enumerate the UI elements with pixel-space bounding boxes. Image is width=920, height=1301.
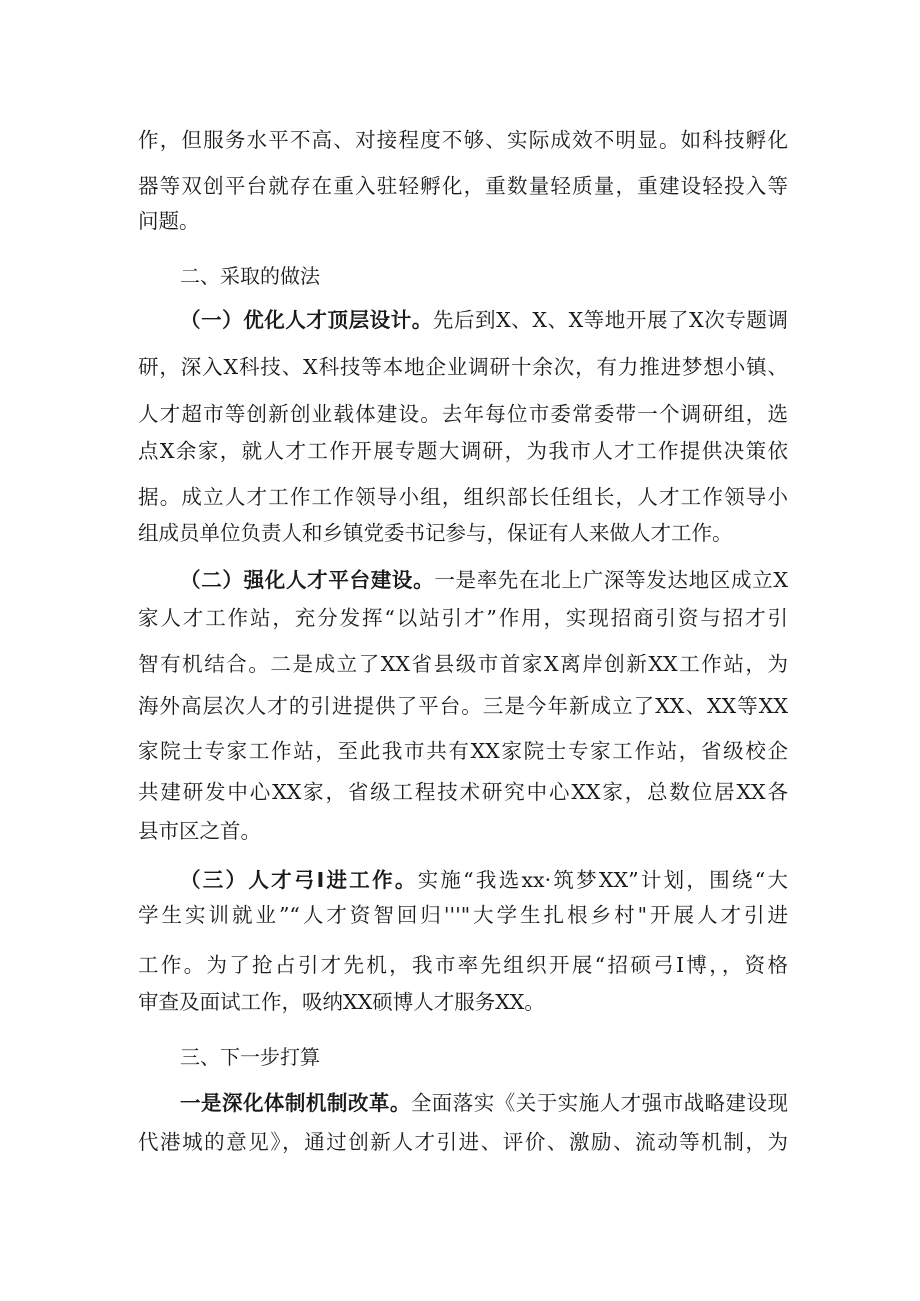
item1-first-text: 先后到X、X、X等地开展了X次专题调	[432, 308, 788, 332]
section-heading-3: 三、下一步打算	[180, 1045, 320, 1069]
item2-first-line	[180, 566, 788, 594]
item2-line-7: 县市区之首。	[138, 819, 261, 843]
item3-line-4: 审查及面试工作，吸纳XX硕博人才服务XX。	[138, 990, 545, 1014]
item1-line-6: 组成员单位负责人和乡镇党委书记参与，保证有人来做人才工作。	[138, 521, 733, 545]
item3-line-3: 工作。为了抢占引才先机，我市率先组织开展“招硕弓I博，，资格	[138, 953, 788, 977]
item2-line-4: 海外高层次人才的引进提供了平台。三是今年新成立了XX、XX等XX	[138, 694, 788, 718]
item2-line-5: 家院士专家工作站，至此我市共有XX家院士专家工作站，省级校企	[138, 739, 788, 763]
item1-line-5: 据。成立人才工作工作领导小组，组织部长任组长，人才工作领导小	[138, 485, 788, 509]
item2-first-text: 一是率先在北上广深等发达地区成立X	[434, 568, 789, 592]
item1-line-3: 人才超市等创新创业载体建设。去年每位市委常委带一个调研组，选	[138, 402, 788, 426]
item4-label: 一是深化体制机制改革。	[180, 1091, 411, 1115]
intro-line-3: 问题。	[138, 209, 200, 233]
item1-line-4: 点X余家，就人才工作开展专题大调研，为我市人才工作提供决策依	[138, 439, 788, 463]
item3-first-line	[180, 866, 788, 894]
item3-first-text: 实施“我选xx·筑梦XX”计划，围绕“大	[417, 868, 788, 892]
item1-label: （一）优化人才顶层设计。	[180, 308, 433, 332]
item1-line-2: 研，深入X科技、X科技等本地企业调研十余次，有力推进梦想小镇、	[138, 355, 788, 379]
section-heading-2: 二、采取的做法	[180, 264, 320, 288]
item2-line-6: 共建研发中心XX家，省级工程技术研究中心XX家，总数位居XX各	[138, 780, 788, 804]
item1-first-line	[180, 306, 788, 334]
intro-line-2: 器等双创平台就存在重入驻轻孵化，重数量轻质量，重建设轻投入等	[138, 174, 788, 198]
item2-label: （二）强化人才平台建设。	[180, 568, 435, 592]
item2-line-2: 家人才工作站，充分发挥“以站引才”作用，实现招商引资与招才引	[138, 606, 788, 630]
intro-line-1: 作，但服务水平不高、对接程度不够、实际成效不明显。如科技孵化	[138, 128, 788, 152]
item4-first-line	[180, 1089, 788, 1117]
item4-line-2: 代港城的意见》，通过创新人才引进、评价、激励、流动等机制，为	[138, 1130, 788, 1154]
item3-line-2: 学生实训就业”“人才资智回归'''"大学生扎根乡村"开展人才引进	[138, 903, 788, 927]
item2-line-3: 智有机结合。二是成立了XX省县级市首家X离岸创新XX工作站，为	[138, 652, 788, 676]
item4-first-text: 全面落实《关于实施人才强市战略建设现	[410, 1091, 789, 1115]
item3-label: （三）人才弓I进工作。	[180, 868, 418, 892]
